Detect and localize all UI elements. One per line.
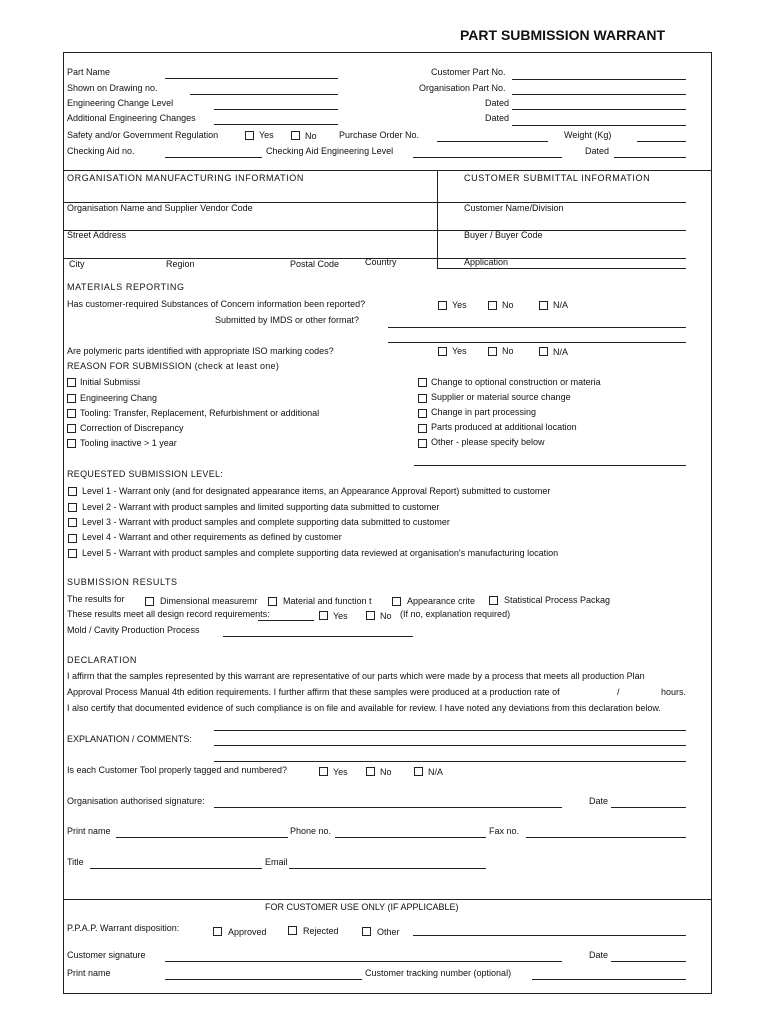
approved-checkbox[interactable] — [213, 927, 222, 936]
iso-yes-checkbox[interactable] — [438, 347, 447, 356]
iso-na-checkbox[interactable] — [539, 347, 548, 356]
substances-yes-label: Yes — [452, 300, 467, 310]
substances-na-checkbox[interactable] — [539, 301, 548, 310]
checking-aid-no-label: Checking Aid no. — [67, 146, 135, 156]
disposition-label: P.P.A.P. Warrant disposition: — [67, 923, 180, 933]
customer-part-no-field[interactable] — [512, 79, 686, 80]
buyer-label: Buyer / Buyer Code — [464, 230, 543, 240]
weight-field[interactable] — [637, 141, 686, 142]
info-column-divider — [437, 170, 438, 269]
customer-print-name-label: Print name — [67, 968, 111, 978]
dated-field-1[interactable] — [512, 109, 686, 110]
declaration-line-3: I also certify that documented evidence of such compliance is on file and available for review. I have noted any deviations from this declaration below. — [67, 703, 661, 713]
design-no-label: No — [380, 611, 392, 621]
material-function-label: Material and function t — [283, 596, 372, 606]
imds-label: Submitted by IMDS or other format? — [215, 315, 360, 325]
statistical-label: Statistical Process Packag — [504, 595, 611, 605]
eng-change-level-label: Engineering Change Level — [67, 98, 174, 108]
dated-label-2: Dated — [485, 113, 510, 123]
reason-location-label: Parts produced at additional location — [431, 422, 577, 432]
street-label: Street Address — [67, 230, 127, 240]
checking-aid-level-label: Checking Aid Engineering Level — [266, 146, 394, 156]
additional-changes-label: Additional Engineering Changes — [67, 113, 196, 123]
substances-yes-checkbox[interactable] — [438, 301, 447, 310]
phone-field[interactable] — [335, 837, 486, 838]
title-field[interactable] — [90, 868, 262, 869]
mold-cavity-label: Mold / Cavity Production Process — [67, 625, 200, 635]
tool-tagged-question: Is each Customer Tool properly tagged and numbered? — [67, 765, 287, 775]
org-part-no-label: Organisation Part No. — [419, 83, 506, 93]
safety-no-label: No — [305, 131, 317, 141]
level-checkbox[interactable] — [68, 549, 77, 558]
rejected-label: Rejected — [303, 926, 339, 936]
fax-field[interactable] — [526, 837, 686, 838]
fax-label: Fax no. — [489, 826, 520, 836]
material-function-checkbox[interactable] — [268, 597, 277, 606]
design-requirements-label: These results meet all design record requirements: — [67, 609, 270, 619]
section-divider — [63, 170, 712, 171]
customer-signature-label: Customer signature — [67, 950, 146, 960]
declaration-heading: DECLARATION — [67, 655, 137, 665]
org-name-label: Organisation Name and Supplier Vendor Code — [67, 203, 253, 213]
level-4-label: Level 4 - Warrant and other requirements as defined by customer — [82, 532, 342, 542]
other-checkbox[interactable] — [362, 927, 371, 936]
level-checkbox[interactable] — [68, 487, 77, 496]
level-3-label: Level 3 - Warrant with product samples and complete supporting data submitted to customer — [82, 517, 450, 527]
customer-use-heading: FOR CUSTOMER USE ONLY (IF APPLICABLE) — [265, 902, 459, 912]
purchase-order-label: Purchase Order No. — [339, 130, 420, 140]
design-yes-checkbox[interactable] — [319, 611, 328, 620]
results-for-label: The results for — [67, 594, 125, 604]
dimensional-checkbox[interactable] — [145, 597, 154, 606]
reason-checkbox[interactable] — [67, 394, 76, 403]
safety-yes-checkbox[interactable] — [245, 131, 254, 140]
safety-regulation-label: Safety and/or Government Regulation — [67, 130, 219, 140]
form-title: PART SUBMISSION WARRANT — [460, 27, 666, 43]
checking-aid-dated-label: Dated — [585, 146, 610, 156]
tool-na-checkbox[interactable] — [414, 767, 423, 776]
tool-na-label: N/A — [428, 767, 444, 777]
substances-no-label: No — [502, 300, 514, 310]
signature-date-label: Date — [589, 796, 609, 806]
design-no-checkbox[interactable] — [366, 611, 375, 620]
tool-yes-checkbox[interactable] — [319, 767, 328, 776]
title-label: Title — [67, 857, 84, 867]
reason-processing-label: Change in part processing — [431, 407, 537, 417]
customer-use-divider — [63, 899, 712, 900]
level-1-label: Level 1 - Warrant only (and for designated appearance items, an Appearance Approval Report) submitted to customer — [82, 486, 551, 496]
drawing-no-label: Shown on Drawing no. — [67, 83, 158, 93]
reason-eng-change-label: Engineering Chang — [80, 393, 158, 403]
drawing-no-field[interactable] — [190, 94, 338, 95]
application-field[interactable] — [437, 268, 686, 269]
explanation-label: EXPLANATION / COMMENTS: — [67, 734, 192, 744]
reason-heading: REASON FOR SUBMISSION (check at least one) — [67, 361, 280, 371]
explanation-field-1[interactable] — [214, 730, 686, 731]
reason-supplier-change-label: Supplier or material source change — [431, 392, 571, 402]
iso-no-checkbox[interactable] — [488, 347, 497, 356]
purchase-order-field[interactable] — [437, 141, 548, 142]
print-name-field[interactable] — [116, 837, 288, 838]
customer-info-heading: CUSTOMER SUBMITTAL INFORMATION — [464, 173, 651, 183]
org-part-no-field[interactable] — [512, 94, 686, 95]
customer-signature-field[interactable] — [165, 961, 562, 962]
level-heading: REQUESTED SUBMISSION LEVEL: — [67, 469, 224, 479]
reason-optional-construction-label: Change to optional construction or materia — [431, 377, 601, 387]
reason-checkbox[interactable] — [418, 424, 427, 433]
iso-na-label: N/A — [553, 347, 569, 357]
org-signature-field[interactable] — [214, 807, 562, 808]
tool-no-checkbox[interactable] — [366, 767, 375, 776]
weight-label: Weight (Kg) — [564, 130, 612, 140]
customer-name-label: Customer Name/Division — [464, 203, 564, 213]
reason-tooling-label: Tooling: Transfer, Replacement, Refurbishment or additional — [80, 408, 320, 418]
customer-part-no-label: Customer Part No. — [431, 67, 506, 77]
statistical-checkbox[interactable] — [489, 596, 498, 605]
signature-date-field[interactable] — [611, 807, 686, 808]
customer-date-label: Date — [589, 950, 609, 960]
reason-checkbox[interactable] — [418, 378, 427, 387]
reason-other-field[interactable] — [414, 465, 686, 466]
declaration-line-2: Approval Process Manual 4th edition requirements. I further affirm that these samples were produced at a production rate of — [67, 687, 560, 697]
checking-aid-level-field[interactable] — [413, 157, 562, 158]
reason-checkbox[interactable] — [418, 409, 427, 418]
results-heading: SUBMISSION RESULTS — [67, 577, 178, 587]
reason-correction-label: Correction of Discrepancy — [80, 423, 184, 433]
tracking-label: Customer tracking number (optional) — [365, 968, 512, 978]
checking-aid-no-field[interactable] — [165, 157, 262, 158]
safety-yes-label: Yes — [259, 130, 274, 140]
level-2-label: Level 2 - Warrant with product samples and limited supporting data submitted to customer — [82, 502, 440, 512]
level-5-label: Level 5 - Warrant with product samples and complete supporting data reviewed at organisation's manufacturing location — [82, 548, 559, 558]
dimensional-label: Dimensional measuremr — [160, 596, 258, 606]
org-signature-label: Organisation authorised signature: — [67, 796, 205, 806]
tracking-field[interactable] — [532, 979, 686, 980]
reason-checkbox[interactable] — [67, 439, 76, 448]
city-label: City — [69, 259, 85, 269]
other-label: Other — [377, 927, 400, 937]
mold-cavity-field[interactable] — [223, 636, 413, 637]
declaration-line-1: I affirm that the samples represented by this warrant are representative of our parts which were made by a process that meets all production Plan — [67, 671, 645, 681]
reason-other-label: Other - please specify below — [431, 437, 545, 447]
appearance-checkbox[interactable] — [392, 597, 401, 606]
level-checkbox[interactable] — [68, 518, 77, 527]
part-name-label: Part Name — [67, 67, 111, 77]
print-name-label: Print name — [67, 826, 111, 836]
part-name-field[interactable] — [165, 78, 338, 79]
substances-no-checkbox[interactable] — [488, 301, 497, 310]
explanation-field-2[interactable] — [214, 745, 686, 746]
imds-field[interactable] — [388, 327, 686, 328]
application-label: Application — [464, 257, 509, 267]
email-label: Email — [265, 857, 288, 867]
substances-na-label: N/A — [553, 300, 569, 310]
org-info-heading: ORGANISATION MANUFACTURING INFORMATION — [67, 173, 304, 183]
substances-question: Has customer-required Substances of Concern information been reported? — [67, 299, 366, 309]
safety-no-checkbox[interactable] — [291, 131, 300, 140]
approved-label: Approved — [228, 927, 267, 937]
reason-initial-label: Initial Submissi — [80, 377, 141, 387]
other-field[interactable] — [413, 935, 686, 936]
region-label: Region — [166, 259, 195, 269]
email-field[interactable] — [289, 868, 486, 869]
dated-field-2[interactable] — [512, 125, 686, 126]
checking-aid-dated-field[interactable] — [614, 157, 686, 158]
reason-checkbox[interactable] — [67, 378, 76, 387]
reason-checkbox[interactable] — [67, 409, 76, 418]
customer-date-field[interactable] — [611, 961, 686, 962]
if-no-note: (If no, explanation required) — [400, 609, 511, 619]
imds-field-2[interactable] — [388, 342, 686, 343]
design-requirements-field[interactable] — [258, 620, 314, 621]
reason-inactive-label: Tooling inactive > 1 year — [80, 438, 177, 448]
explanation-field-3[interactable] — [214, 761, 686, 762]
reason-checkbox[interactable] — [418, 439, 427, 448]
phone-label: Phone no. — [290, 826, 332, 836]
appearance-label: Appearance crite — [407, 596, 476, 606]
rate-slash: / — [617, 687, 620, 697]
eng-change-level-field[interactable] — [214, 109, 338, 110]
reason-checkbox[interactable] — [418, 394, 427, 403]
design-yes-label: Yes — [333, 611, 348, 621]
iso-no-label: No — [502, 346, 514, 356]
iso-marking-question: Are polymeric parts identified with appropriate ISO marking codes? — [67, 346, 334, 356]
materials-heading: MATERIALS REPORTING — [67, 282, 185, 292]
hours-label: hours. — [661, 687, 687, 697]
rejected-checkbox[interactable] — [288, 926, 297, 935]
level-checkbox[interactable] — [68, 534, 77, 543]
additional-changes-field[interactable] — [214, 124, 338, 125]
iso-yes-label: Yes — [452, 346, 467, 356]
level-checkbox[interactable] — [68, 503, 77, 512]
tool-no-label: No — [380, 767, 392, 777]
postal-code-label: Postal Code — [290, 259, 340, 269]
customer-print-name-field[interactable] — [165, 979, 362, 980]
country-label: Country — [365, 257, 397, 267]
reason-checkbox[interactable] — [67, 424, 76, 433]
tool-yes-label: Yes — [333, 767, 348, 777]
dated-label-1: Dated — [485, 98, 510, 108]
